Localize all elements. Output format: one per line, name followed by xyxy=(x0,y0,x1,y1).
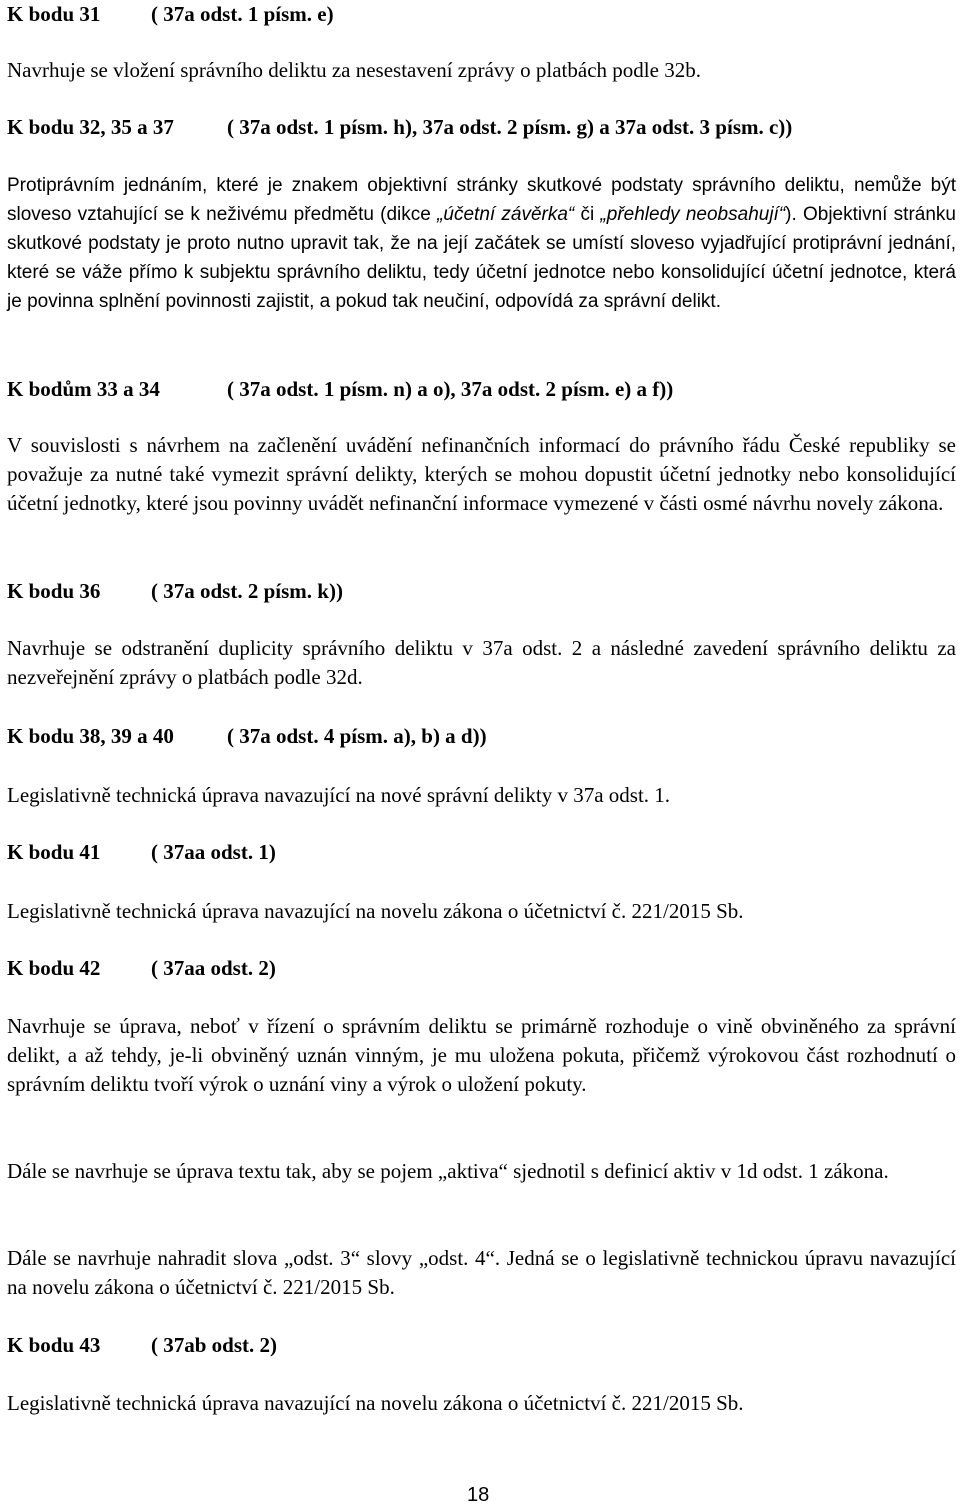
heading-label: K bodu 36 xyxy=(7,579,101,603)
paragraph-bod-43: Legislativně technická úprava navazující na novelu zákona o účetnictví č. 221/2015 Sb. xyxy=(7,1391,744,1415)
heading-label: K bodu 42 xyxy=(7,956,101,980)
section-heading-bod-31 xyxy=(7,0,956,29)
heading-reference: ( 37a odst. 1 písm. h), 37a odst. 2 písm. g) a 37a odst. 3 písm. c)) xyxy=(227,115,793,139)
paragraph-bod-32 xyxy=(7,171,956,316)
paragraph-bod-31: Navrhuje se vložení správního deliktu za nesestavení zprávy o platbách podle 32b. xyxy=(7,58,701,82)
section-heading-bod-33-34 xyxy=(7,375,956,404)
heading-label: K bodu 38, 39 a 40 xyxy=(7,724,174,748)
heading-reference: ( 37a odst. 1 písm. n) a o), 37a odst. 2 písm. e) a f)) xyxy=(227,377,674,401)
paragraph-text: či xyxy=(574,204,601,225)
paragraph-bod-42-1: Navrhuje se úprava, neboť v řízení o správním deliktu se primárně rozhoduje o vině obviněného za správní delikt, a až tehdy, je-li obviněný uznán vinným, je mu uložena pokuta, přičemž výrokovou část rozhodnutí o správním deliktu tvoří výrok o uznání viny a výrok o uložení pokuty. xyxy=(7,1014,956,1096)
heading-label: K bodu 43 xyxy=(7,1333,101,1357)
paragraph-text: Protiprávním jednáním, které je znakem objektivní stránky skutkové podstaty správního deliktu, nemůže být sloveso vztahující se k neživému předmětu (dikce xyxy=(7,175,956,225)
heading-reference: ( 37aa odst. 2) xyxy=(151,956,276,980)
heading-reference: ( 37a odst. 1 písm. e) xyxy=(151,2,334,26)
heading-label: K bodu 32, 35 a 37 xyxy=(7,115,174,139)
paragraph-text: ). Objektivní stránku skutkové podstaty je proto nutno upravit tak, že na její začátek se umístí sloveso vyjadřující protiprávní jednání, které se váže přímo k subjektu správního deliktu, tedy účetní jednotce nebo konsolidující účetní jednotce, která je povinna splnění povinnosti zajistit, a pokud tak neučiní, odpovídá za správní delikt. xyxy=(7,204,956,312)
heading-label: K bodu 41 xyxy=(7,840,101,864)
paragraph-bod-42-2: Dále se navrhuje se úprava textu tak, aby se pojem „aktiva“ sjednotil s definicí aktiv v 1d odst. 1 zákona. xyxy=(7,1159,889,1183)
paragraph-bod-33-34: V souvislosti s návrhem na začlenění uvádění nefinančních informací do právního řádu České republiky se považuje za nutné také vymezit správní delikty, kterých se mohou dopustit účetní jednotky nebo konsolidující účetní jednotky, které jsou povinny uvádět nefinanční informace vymezené v části osmé návrhu novely zákona. xyxy=(7,433,956,515)
quoted-term: „přehledy neobsahují“ xyxy=(600,204,786,225)
heading-label: K bodům 33 a 34 xyxy=(7,377,160,401)
paragraph-bod-42-3: Dále se navrhuje nahradit slova „odst. 3“ slovy „odst. 4“. Jedná se o legislativně technickou úpravu navazující na novelu zákona o účetnictví č. 221/2015 Sb. xyxy=(7,1246,956,1299)
section-heading-bod-32-35-37 xyxy=(7,113,956,142)
heading-label: K bodu 31 xyxy=(7,2,101,26)
heading-reference: ( 37ab odst. 2) xyxy=(151,1333,278,1357)
section-heading-bod-42 xyxy=(7,954,956,983)
heading-reference: ( 37a odst. 4 písm. a), b) a d)) xyxy=(227,724,487,748)
paragraph-bod-41: Legislativně technická úprava navazující na novelu zákona o účetnictví č. 221/2015 Sb. xyxy=(7,899,744,923)
section-heading-bod-36 xyxy=(7,577,956,606)
section-heading-bod-43 xyxy=(7,1331,956,1360)
quoted-term: „účetní závěrka“ xyxy=(437,204,575,225)
heading-reference: ( 37a odst. 2 písm. k)) xyxy=(151,579,343,603)
section-heading-bod-38-39-40 xyxy=(7,722,956,751)
paragraph-bod-38-39-40: Legislativně technická úprava navazující na nové správní delikty v 37a odst. 1. xyxy=(7,783,671,807)
section-heading-bod-41 xyxy=(7,838,956,867)
page-number: 18 xyxy=(467,1484,490,1506)
paragraph-bod-36: Navrhuje se odstranění duplicity správního deliktu v 37a odst. 2 a následné zavedení správního deliktu za nezveřejnění zprávy o platbách podle 32d. xyxy=(7,636,956,689)
heading-reference: ( 37aa odst. 1) xyxy=(151,840,276,864)
